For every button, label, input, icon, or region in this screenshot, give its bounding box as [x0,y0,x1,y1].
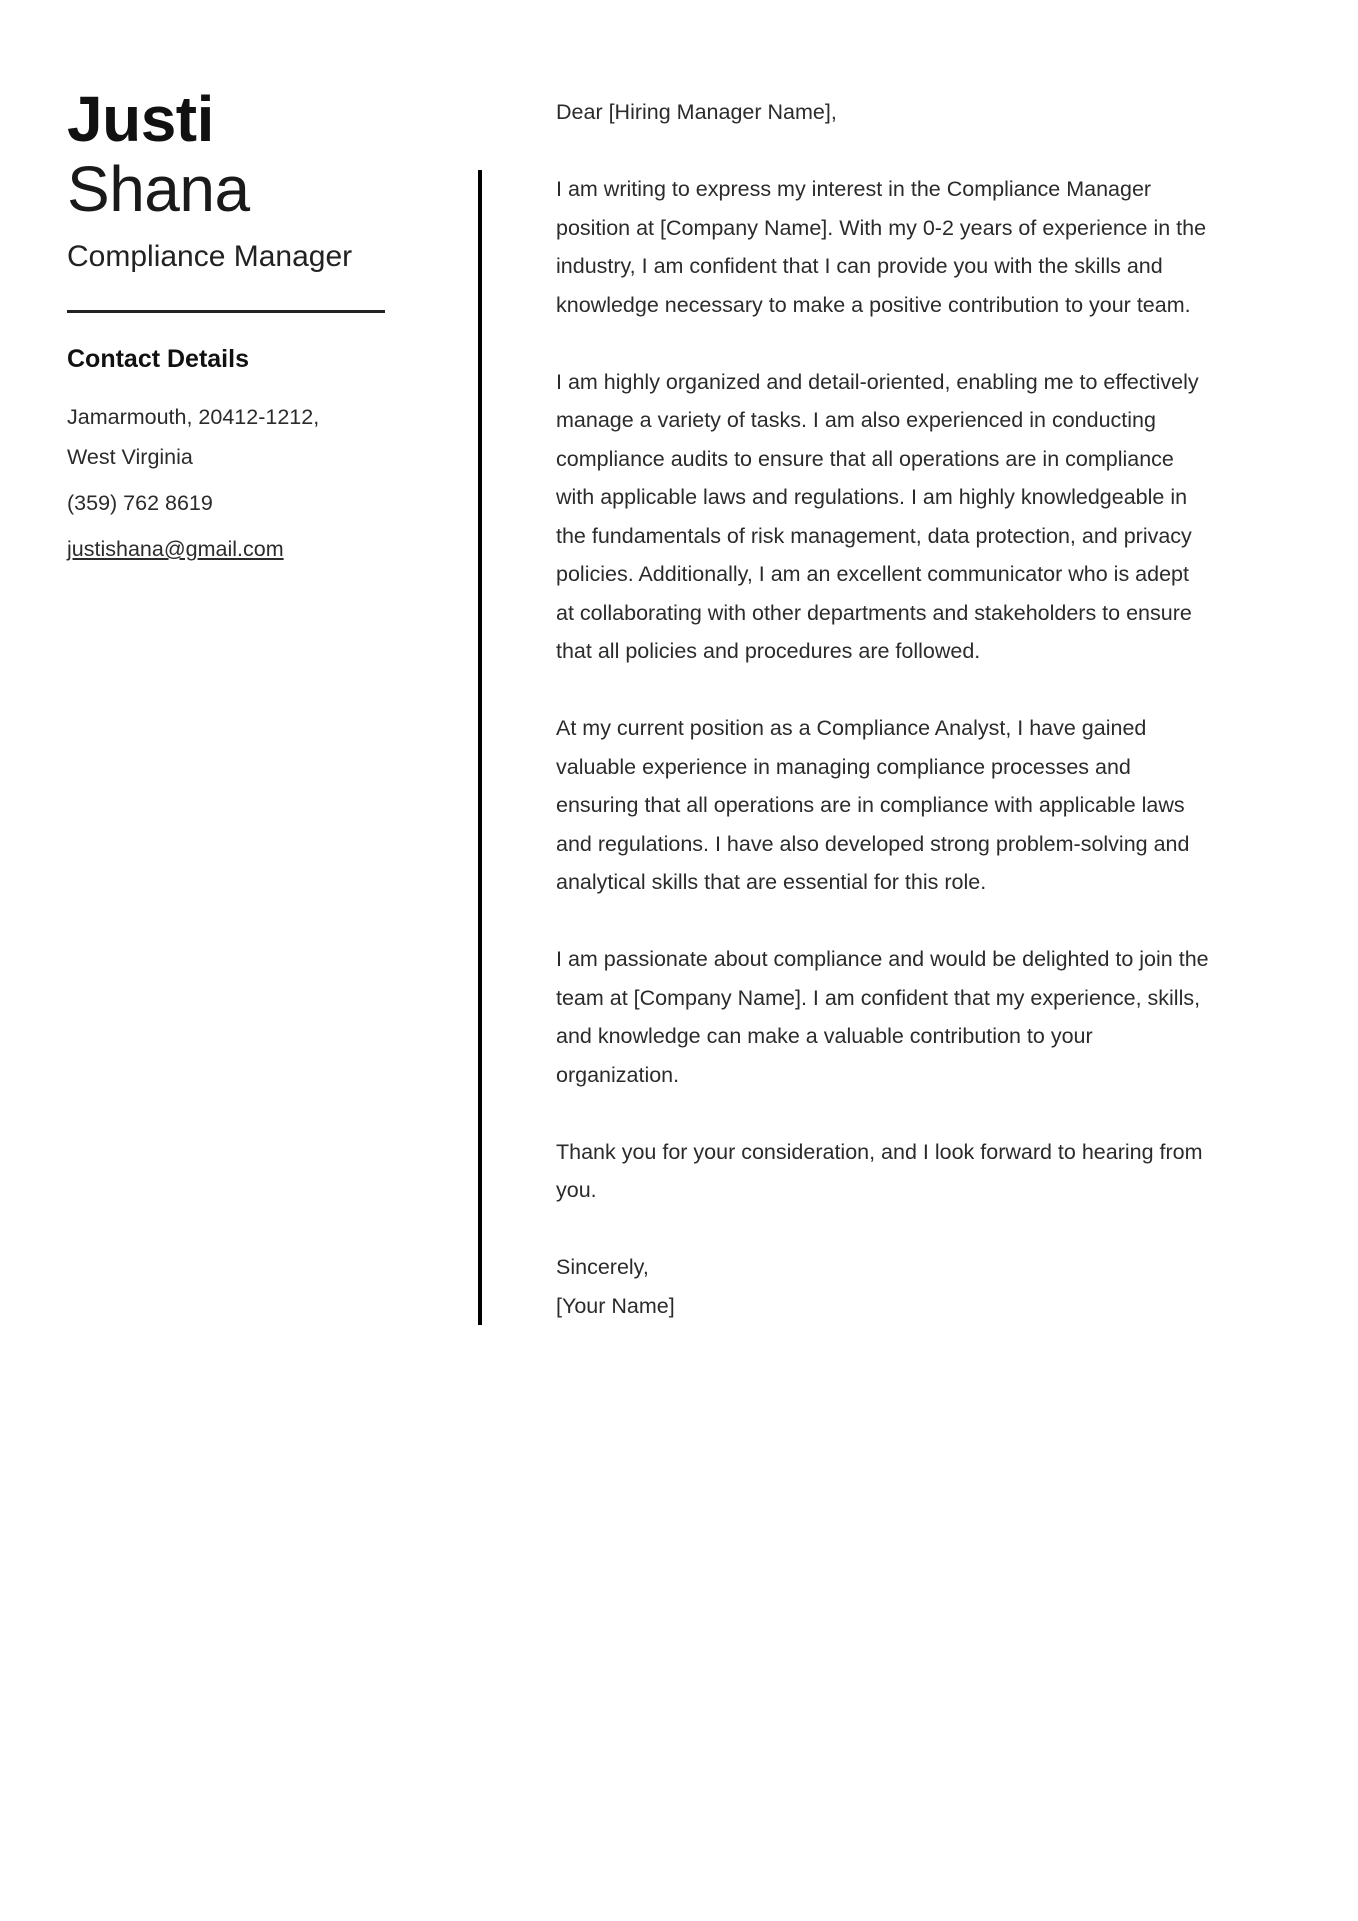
job-title: Compliance Manager [67,240,353,273]
first-name: Justi [67,83,214,155]
last-name: Shana [67,153,250,225]
letter-paragraph-motivation: I am passionate about compliance and would be delighted to join the team at [Company Name]. I am confident that my experience, skills, and knowledge can make a valuable contribution to your organization. [556,947,1209,1087]
letter-closing: Sincerely, [556,1255,649,1279]
contact-phone: (359) 762 8619 [67,491,213,515]
letter-paragraph-skills: I am highly organized and detail-oriented, enabling me to effectively manage a variety of tasks. I am also experienced in conducting compliance audits to ensure that all operations are in compliance with applicable laws and regulations. I am highly knowledgeable in the fundamentals of risk management, data protection, and privacy policies. Additionally, I am an excellent communicator who is adept at collaborating with other departments and stakeholders to ensure that all policies and procedures are followed. [556,369,1199,663]
letter-signature: [Your Name] [556,1293,675,1318]
contact-email-link[interactable]: justishana@gmail.com [67,537,284,561]
letter-body [478,170,1211,1325]
letter-paragraph-intro: I am writing to express my interest in the Compliance Manager position at [Company Name]. With my 0-2 years of experience in the industry, I am confident that I can provide you with the skills and knowledge necessary to make a positive contribution to your team. [556,177,1207,317]
letter-paragraph-thanks: Thank you for your consideration, and I look forward to hearing from you. [556,1139,1203,1202]
contact-address: Jamarmouth, 20412-1212, West Virginia [67,405,320,469]
sidebar [67,84,389,569]
letter-paragraph-experience: At my current position as a Compliance Analyst, I have gained valuable experience in managing compliance processes and ensuring that all operations are in compliance with applicable laws and regulations. I have also developed strong problem-solving and analytical skills that are essential for this role. [556,716,1190,894]
letter-signoff [556,1248,1211,1325]
letter-greeting: Dear [Hiring Manager Name], [556,100,837,124]
sidebar-divider [67,310,385,313]
letter-content [478,93,1223,1325]
contact-details-heading: Contact Details [67,345,249,373]
